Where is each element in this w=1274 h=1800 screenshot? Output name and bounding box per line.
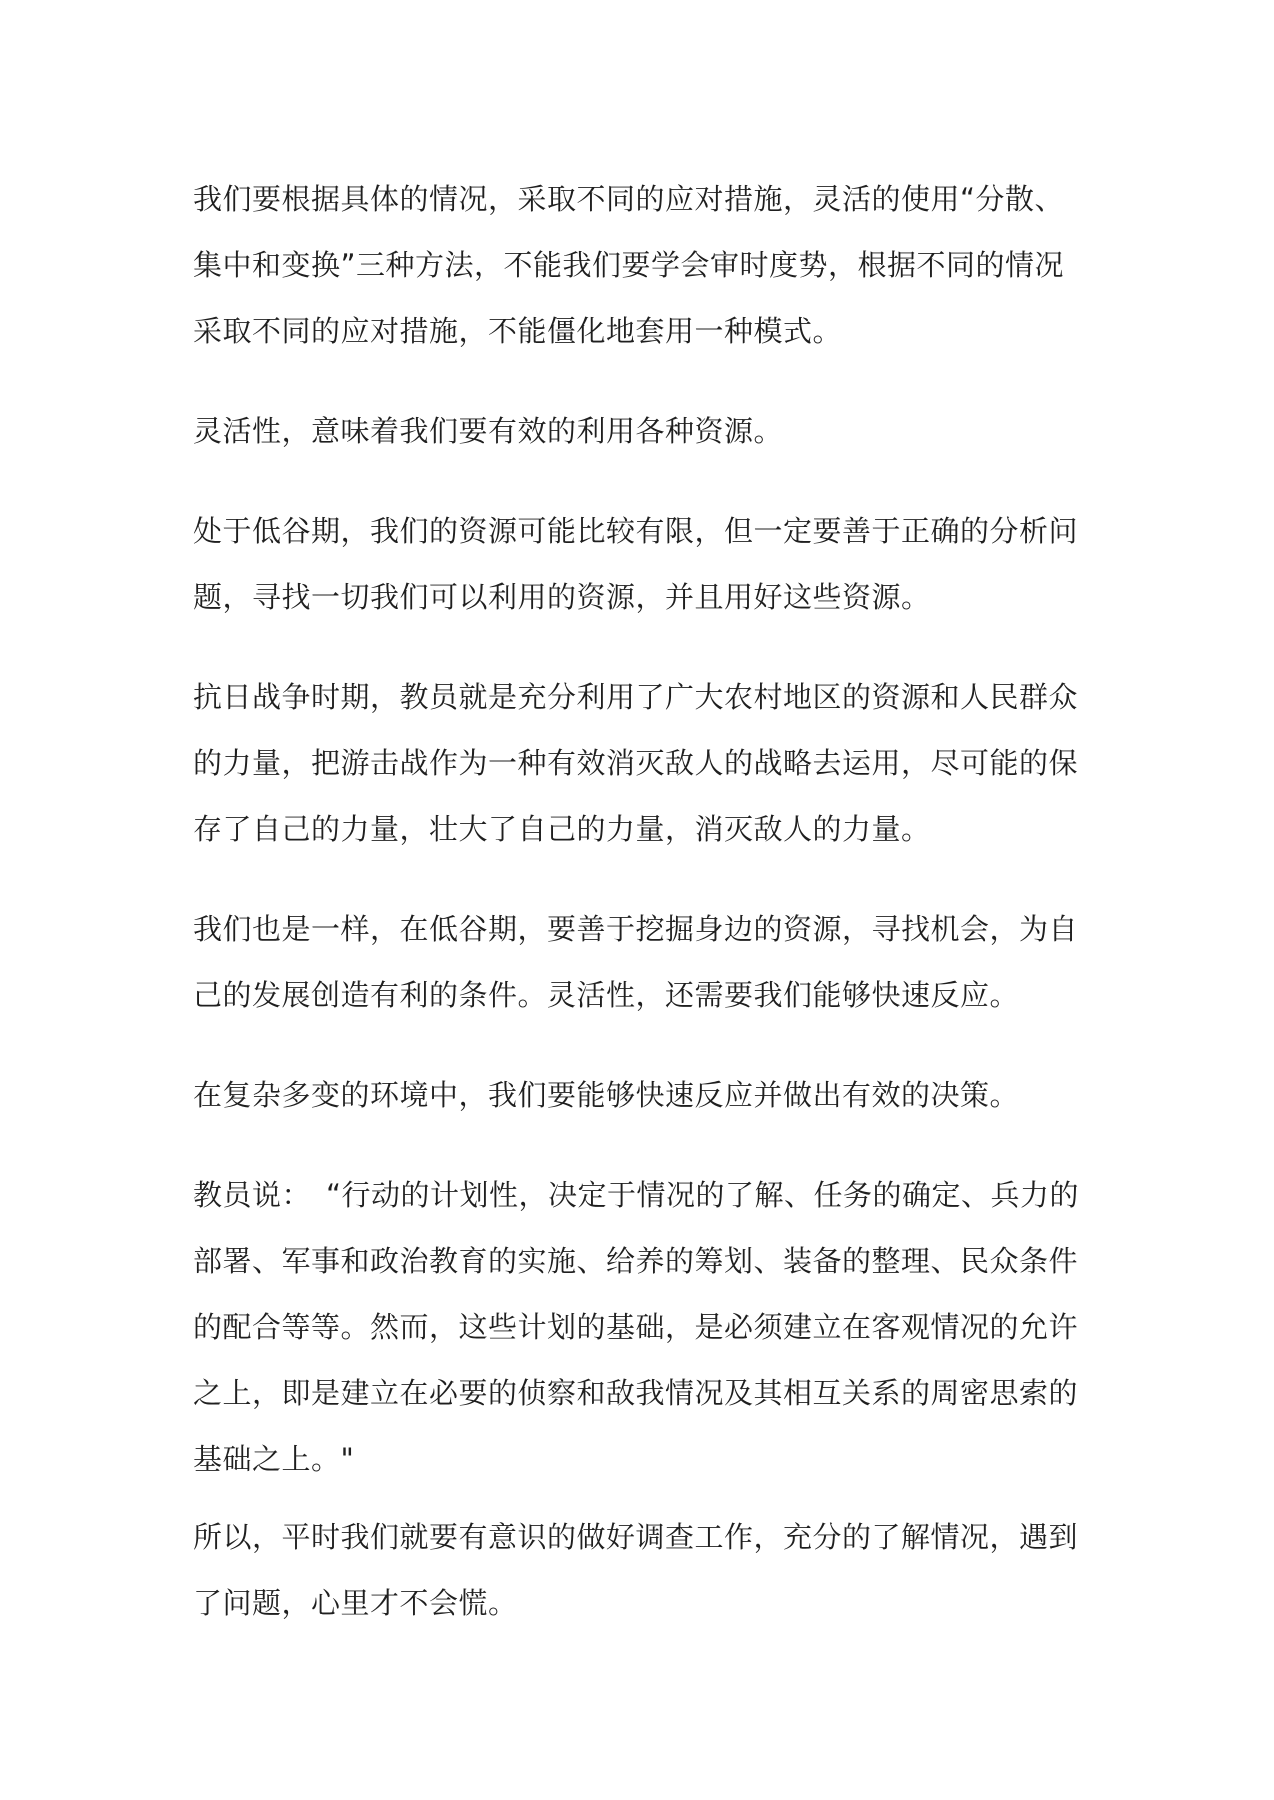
paragraph-8: 所以，平时我们就要有意识的做好调查工作，充分的了解情况，遇到了问题，心里才不会慌。 <box>193 1520 1079 1620</box>
paragraph-1: 我们要根据具体的情况，采取不同的应对措施，灵活的使用“分散、集中和变换”三种方法，不能我们要学会审时度势，根据不同的情况采取不同的应对措施，不能僵化地套用一种模式。 <box>193 182 1065 348</box>
paragraph-6: 在复杂多变的环境中，我们要能够快速反应并做出有效的决策。 <box>193 1078 1020 1112</box>
paragraph-3: 处于低谷期，我们的资源可能比较有限，但一定要善于正确的分析问题，寻找一切我们可以利用的资源，并且用好这些资源。 <box>193 514 1079 614</box>
document-body <box>193 166 1093 1636</box>
paragraph-2: 灵活性，意味着我们要有效的利用各种资源。 <box>193 414 784 448</box>
paragraph-7: 教员说： “行动的计划性，决定于情况的了解、任务的确定、兵力的部署、军事和政治教育的实施、给养的筹划、装备的整理、民众条件的配合等等。然而，这些计划的基础，是必须建立在客观情况的允许之上，即是建立在必要的侦察和敌我情况及其相互关系的周密思索的基础之上。" <box>193 1178 1080 1476</box>
paragraph-4: 抗日战争时期，教员就是充分利用了广大农村地区的资源和人民群众的力量，把游击战作为一种有效消灭敌人的战略去运用，尽可能的保存了自己的力量，壮大了自己的力量，消灭敌人的力量。 <box>193 680 1079 846</box>
paragraph-5: 我们也是一样，在低谷期，要善于挖掘身边的资源，寻找机会，为自己的发展创造有利的条件。灵活性，还需要我们能够快速反应。 <box>193 912 1079 1012</box>
